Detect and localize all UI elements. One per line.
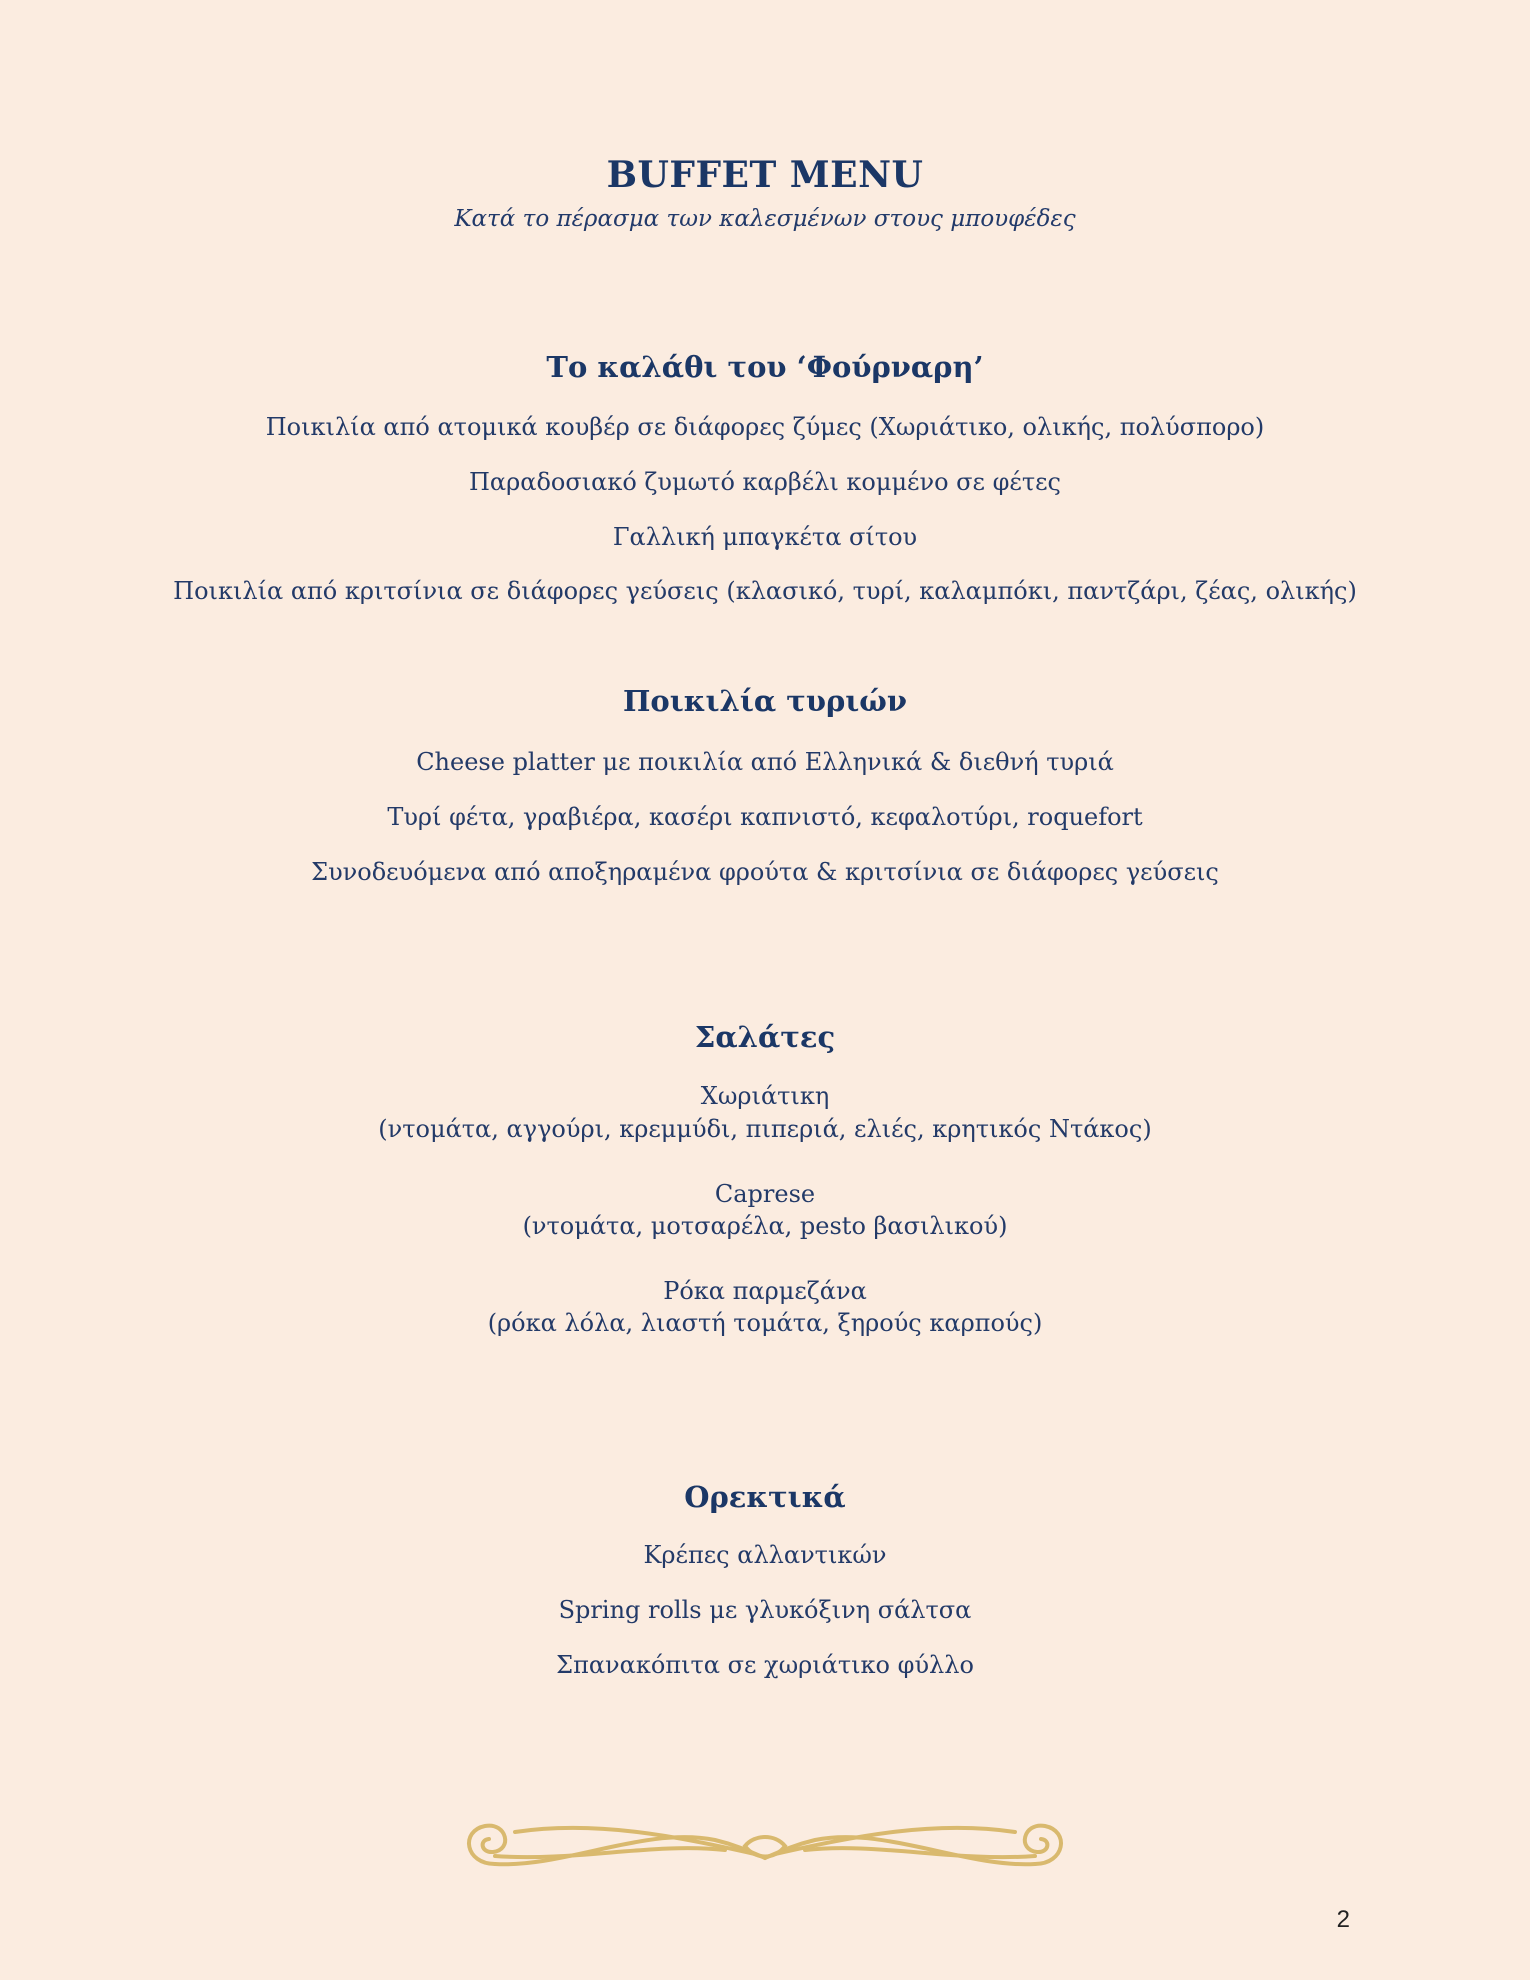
menu-item: Τυρί φέτα, γραβιέρα, κασέρι καπνιστό, κεφαλοτύρι, roquefort (387, 803, 1143, 831)
menu-item: Cheese platter με ποικιλία από Ελληνικά & διεθνή τυριά (416, 748, 1114, 776)
salad-name: Caprese (714, 1180, 816, 1208)
salad-name: Χωριάτικη (700, 1082, 830, 1110)
section-heading-bread: Το καλάθι του ‘Φούρναρη’ (546, 350, 984, 384)
menu-item: Συνοδευόμενα από αποξηραμένα φρούτα & κριτσίνια σε διάφορες γεύσεις (311, 858, 1219, 886)
flourish-ornament-icon (455, 1806, 1075, 1886)
menu-item: Spring rolls με γλυκόξινη σάλτσα (558, 1596, 972, 1624)
salad-description: (ρόκα λόλα, λιαστή τομάτα, ξηρούς καρπούς) (487, 1309, 1043, 1337)
menu-item: Ποικιλία από ατομικά κουβέρ σε διάφορες ζύμες (Χωριάτικο, ολικής, πολύσπορο) (265, 413, 1265, 441)
menu-item: Γαλλική μπαγκέτα σίτου (612, 523, 918, 551)
page-number: 2 (1336, 1906, 1350, 1933)
menu-title: BUFFET MENU (606, 154, 924, 196)
section-heading-appetizers: Ορεκτικά (684, 1480, 846, 1514)
salad-name: Ρόκα παρμεζάνα (663, 1277, 867, 1305)
section-heading-cheese: Ποικιλία τυριών (623, 684, 907, 718)
menu-item: Παραδοσιακό ζυμωτό καρβέλι κομμένο σε φέτες (468, 468, 1061, 496)
menu-subtitle: Κατά το πέρασμα των καλεσμένων στους μπουφέδες (454, 206, 1076, 232)
menu-item: Κρέπες αλλαντικών (643, 1541, 887, 1569)
salad-description: (ντομάτα, μοτσαρέλα, pesto βασιλικού) (522, 1212, 1008, 1240)
menu-item: Σπανακόπιτα σε χωριάτικο φύλλο (556, 1651, 974, 1679)
section-heading-salads: Σαλάτες (694, 1020, 836, 1054)
menu-item: Ποικιλία από κριτσίνια σε διάφορες γεύσεις (κλασικό, τυρί, καλαμπόκι, παντζάρι, ζέας, ολικής) (173, 577, 1357, 605)
salad-description: (ντομάτα, αγγούρι, κρεμμύδι, πιπεριά, ελιές, κρητικός Ντάκος) (378, 1115, 1152, 1143)
